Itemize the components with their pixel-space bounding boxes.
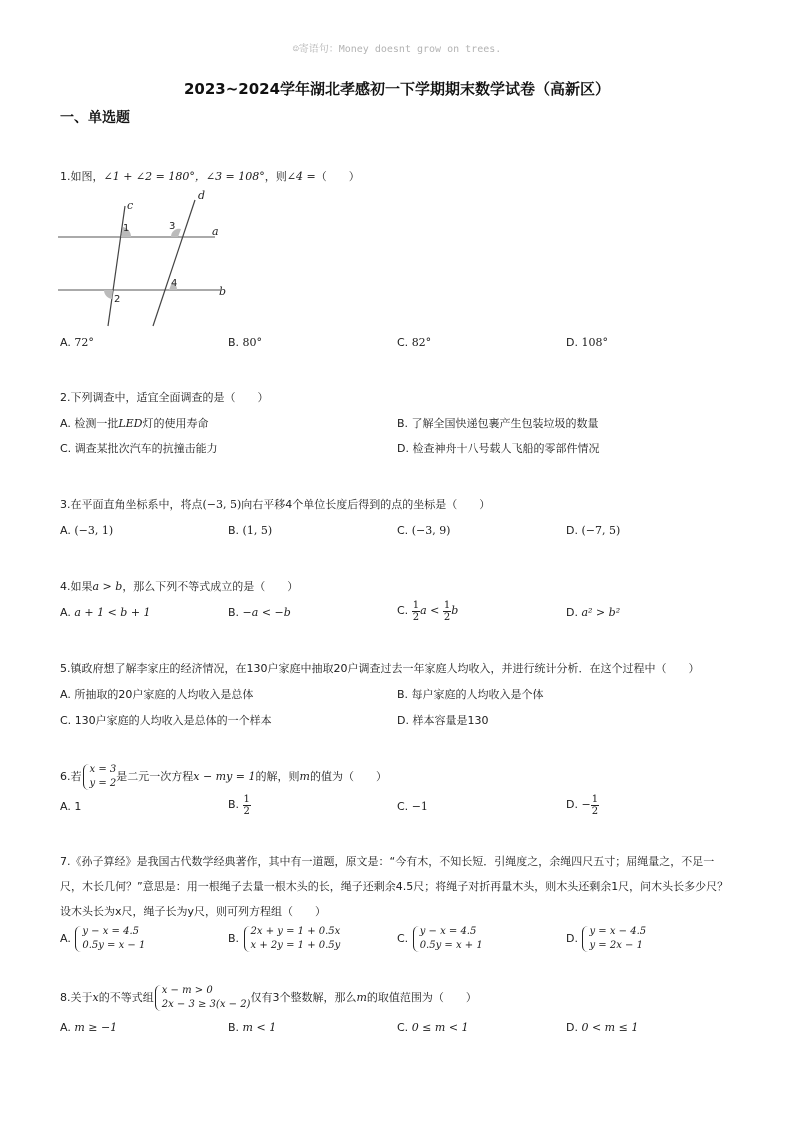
fraction-numerator: 1 bbox=[591, 793, 599, 805]
label-angle-3: 3 bbox=[169, 221, 176, 232]
option-letter: D. bbox=[566, 606, 578, 619]
q7-option-d[interactable] bbox=[566, 924, 646, 954]
option-value: −1 bbox=[411, 800, 428, 813]
q1-option-b[interactable] bbox=[228, 335, 262, 351]
q8-option-c[interactable] bbox=[397, 1020, 469, 1036]
equation-system bbox=[82, 763, 117, 791]
option-value: 82° bbox=[411, 336, 432, 349]
q3-stem-math: (−3, 5) bbox=[202, 498, 242, 511]
q3-stem-pre: 3.在平面直角坐标系中，将点 bbox=[60, 498, 203, 511]
option-value: 1 bbox=[74, 800, 82, 813]
option-letter: C. bbox=[397, 932, 409, 945]
option-letter: D. bbox=[566, 524, 578, 537]
q8-stem-mid2: 仅有3个整数解，那么 bbox=[250, 991, 357, 1004]
system-row: x + 2y = 1 + 0.5y bbox=[250, 940, 341, 951]
system-row: 0.5y = x − 1 bbox=[82, 940, 146, 951]
system-row: y − x = 4.5 bbox=[419, 926, 477, 937]
q6-option-c[interactable] bbox=[397, 799, 428, 815]
option-value: (−3, 1) bbox=[74, 524, 114, 537]
label-angle-4: 4 bbox=[171, 278, 178, 289]
option-letter: A. bbox=[60, 417, 71, 430]
q6-option-b[interactable] bbox=[228, 791, 251, 819]
q1-option-a[interactable] bbox=[60, 335, 94, 351]
option-text: 检测一批 bbox=[74, 417, 119, 430]
system-row: x = 3 bbox=[89, 764, 117, 775]
inequality-system bbox=[154, 984, 251, 1012]
fraction-denominator: 2 bbox=[591, 805, 599, 817]
system-row: y = x − 4.5 bbox=[589, 926, 647, 937]
fraction-numerator: 1 bbox=[443, 599, 451, 611]
question-2-stem: 2.下列调查中，适宜全面调查的是（ ） bbox=[60, 391, 269, 404]
option-text: 样本容量是130 bbox=[412, 714, 489, 727]
option-letter: A. bbox=[60, 606, 71, 619]
option-value: 72° bbox=[74, 336, 94, 349]
option-sign: − bbox=[581, 798, 591, 811]
q4-option-a[interactable] bbox=[60, 605, 151, 621]
q5-option-c[interactable] bbox=[60, 713, 272, 729]
label-angle-1: 1 bbox=[123, 223, 130, 234]
option-letter: D. bbox=[566, 1021, 578, 1034]
system-row: 2x + y = 1 + 0.5x bbox=[250, 926, 341, 937]
equation-system bbox=[581, 925, 646, 953]
q1-option-d[interactable] bbox=[566, 335, 608, 351]
option-letter: A. bbox=[60, 800, 71, 813]
parallel-lines-figure bbox=[55, 186, 225, 331]
option-text: 每户家庭的人均收入是个体 bbox=[411, 688, 544, 701]
question-8-stem bbox=[60, 983, 477, 1013]
q2-option-b[interactable] bbox=[397, 416, 599, 432]
option-letter: A. bbox=[60, 336, 71, 349]
line-d bbox=[153, 200, 195, 326]
q6-stem-math2: m bbox=[299, 770, 310, 783]
q5-option-a[interactable] bbox=[60, 687, 253, 703]
option-text: 灯的使用寿命 bbox=[142, 417, 209, 430]
q3-option-a[interactable] bbox=[60, 523, 113, 539]
q1-stem-math2: ∠4 = bbox=[286, 170, 316, 183]
option-value: a + 1 < b + 1 bbox=[74, 606, 151, 619]
question-6-stem bbox=[60, 762, 387, 792]
q5-option-d[interactable] bbox=[397, 713, 488, 729]
option-value: 0 ≤ m < 1 bbox=[411, 1021, 469, 1034]
q2-option-c[interactable] bbox=[60, 441, 218, 457]
option-value: 80° bbox=[242, 336, 263, 349]
option-value: m < 1 bbox=[242, 1021, 277, 1034]
q4-stem-pre: 4.如果 bbox=[60, 580, 93, 593]
q6-option-a[interactable] bbox=[60, 799, 81, 815]
q7-option-a[interactable] bbox=[60, 924, 145, 954]
option-letter: D. bbox=[566, 336, 578, 349]
fraction bbox=[443, 600, 451, 623]
fraction bbox=[412, 600, 420, 623]
fraction-denominator: 2 bbox=[443, 611, 451, 623]
option-value: a² > b² bbox=[581, 606, 621, 619]
equation-system bbox=[74, 925, 145, 953]
q4-option-b[interactable] bbox=[228, 605, 291, 621]
option-letter: C. bbox=[397, 604, 409, 617]
option-text: 检查神舟十八号载人飞船的零部件情况 bbox=[412, 442, 600, 455]
option-letter: B. bbox=[228, 606, 240, 619]
option-letter: B. bbox=[228, 798, 240, 811]
question-1-stem bbox=[60, 169, 360, 185]
option-value: 108° bbox=[581, 336, 608, 349]
question-7-line-1: 7.《孙子算经》是我国古代数学经典著作，其中有一道题，原文是：“今有木，不知长短．引绳度之，余绳四尺五寸；屈绳量之，不足一 bbox=[60, 855, 715, 868]
label-a: a bbox=[212, 225, 219, 238]
q3-stem-post: 向右平移4个单位长度后得到的点的坐标是（ ） bbox=[241, 498, 491, 511]
option-letter: D. bbox=[566, 798, 578, 811]
q8-stem-pre: 8.关于 bbox=[60, 991, 93, 1004]
option-letter: C. bbox=[60, 442, 72, 455]
motto-line: ☺寄语句：Money doesnt grow on trees. bbox=[292, 44, 502, 55]
system-row: x − m > 0 bbox=[161, 985, 213, 996]
system-row: 0.5y = x + 1 bbox=[419, 940, 483, 951]
label-d: d bbox=[198, 189, 206, 202]
q6-option-d[interactable] bbox=[566, 791, 599, 819]
question-5-stem: 5.镇政府想了解李家庄的经济情况，在130户家庭中抽取20户调查过去一年家庭人均收入，并进行统计分析．在这个过程中（ ） bbox=[60, 662, 700, 675]
option-letter: A. bbox=[60, 932, 71, 945]
q8-stem-mid: 的不等式组 bbox=[98, 991, 154, 1004]
option-value: (−3, 9) bbox=[411, 524, 451, 537]
option-letter: B. bbox=[397, 688, 409, 701]
q3-option-b[interactable] bbox=[228, 523, 272, 539]
q8-option-d[interactable] bbox=[566, 1020, 638, 1036]
q8-stem-var2: m bbox=[356, 991, 367, 1004]
q1-stem-post: （ ） bbox=[315, 170, 360, 183]
fraction-numerator: 1 bbox=[412, 599, 420, 611]
option-text: 了解全国快递包裹产生包装垃圾的数量 bbox=[411, 417, 599, 430]
option-text: 调查某批次汽车的抗撞击能力 bbox=[74, 442, 218, 455]
option-value: m ≥ −1 bbox=[74, 1021, 118, 1034]
fraction-denominator: 2 bbox=[243, 805, 250, 817]
fraction bbox=[591, 794, 599, 817]
option-letter: B. bbox=[228, 1021, 240, 1034]
q2-option-a[interactable] bbox=[60, 416, 208, 432]
q6-stem-mid: 是二元一次方程 bbox=[116, 770, 194, 783]
fraction bbox=[243, 794, 251, 817]
option-letter: B. bbox=[228, 336, 240, 349]
system-row: y − x = 4.5 bbox=[82, 926, 139, 937]
system-row: y = 2x − 1 bbox=[589, 940, 643, 951]
q3-option-d[interactable] bbox=[566, 523, 620, 539]
option-letter: A. bbox=[60, 524, 71, 537]
angle-2-mark bbox=[104, 290, 113, 299]
q1-stem-pre: 1.如图， bbox=[60, 170, 104, 183]
q8-option-a[interactable] bbox=[60, 1020, 117, 1036]
label-angle-2: 2 bbox=[114, 294, 121, 305]
q4-stem-post: ，那么下列不等式成立的是（ ） bbox=[122, 580, 299, 593]
q2-option-d[interactable] bbox=[397, 441, 599, 457]
option-math: a < bbox=[420, 604, 440, 617]
system-row: y = 2 bbox=[89, 778, 117, 789]
option-text: 130户家庭的人均收入是总体的一个样本 bbox=[74, 714, 272, 727]
option-value: (−7, 5) bbox=[581, 524, 621, 537]
option-letter: B. bbox=[228, 524, 240, 537]
equation-system bbox=[412, 925, 483, 953]
q5-option-b[interactable] bbox=[397, 687, 544, 703]
q1-stem-math: ∠1 + ∠2 = 180°，∠3 = 108° bbox=[103, 170, 265, 183]
option-letter: A. bbox=[60, 1021, 71, 1034]
option-math: b bbox=[451, 604, 459, 617]
option-letter: D. bbox=[397, 714, 409, 727]
option-letter: B. bbox=[228, 932, 240, 945]
q4-option-c[interactable] bbox=[397, 597, 458, 625]
option-letter: D. bbox=[566, 932, 578, 945]
option-letter: B. bbox=[397, 417, 409, 430]
option-letter: C. bbox=[60, 714, 72, 727]
question-4-stem bbox=[60, 579, 298, 595]
q8-option-b[interactable] bbox=[228, 1020, 276, 1036]
fraction-denominator: 2 bbox=[412, 611, 420, 623]
q8-stem-post: 的取值范围为（ ） bbox=[366, 991, 477, 1004]
option-letter: C. bbox=[397, 800, 409, 813]
option-letter: C. bbox=[397, 336, 409, 349]
option-value: 0 < m ≤ 1 bbox=[581, 1021, 639, 1034]
q6-stem-post: 的值为（ ） bbox=[309, 770, 387, 783]
option-letter: C. bbox=[397, 524, 409, 537]
system-row: 2x − 3 ≥ 3(x − 2) bbox=[161, 999, 251, 1010]
option-letter: C. bbox=[397, 1021, 409, 1034]
label-c: c bbox=[127, 199, 134, 212]
q1-option-c[interactable] bbox=[397, 335, 431, 351]
q7-option-b[interactable] bbox=[228, 924, 340, 954]
q4-stem-math: a > b bbox=[92, 580, 123, 593]
option-letter: D. bbox=[397, 442, 409, 455]
option-text: 所抽取的20户家庭的人均收入是总体 bbox=[74, 688, 254, 701]
q6-stem-pre: 6.若 bbox=[60, 770, 82, 783]
q6-stem-math: x − my = 1 bbox=[193, 770, 256, 783]
option-letter: A. bbox=[60, 688, 71, 701]
q8-stem-var: x bbox=[92, 991, 99, 1004]
section-heading: 一、单选题 bbox=[60, 110, 130, 126]
question-3-stem bbox=[60, 497, 490, 513]
q6-stem-mid2: 的解，则 bbox=[255, 770, 300, 783]
q4-option-d[interactable] bbox=[566, 605, 620, 621]
q3-option-c[interactable] bbox=[397, 523, 450, 539]
option-math: LED bbox=[118, 417, 143, 430]
question-7-line-3: 设木头长为x尺，绳子长为y尺，则可列方程组（ ） bbox=[60, 905, 327, 918]
equation-system bbox=[243, 925, 341, 953]
page-title: 2023~2024学年湖北孝感初一下学期期末数学试卷（高新区） bbox=[183, 80, 611, 98]
q1-stem-mid: ，则 bbox=[264, 170, 287, 183]
question-7-line-2: 尺，木长几何？”意思是：用一根绳子去量一根木头的长，绳子还剩余4.5尺；将绳子对折再量木头，则木头还剩余1尺，问木头长多少尺？ bbox=[60, 880, 729, 893]
option-value: −a < −b bbox=[242, 606, 291, 619]
label-b: b bbox=[219, 285, 227, 298]
q7-option-c[interactable] bbox=[397, 924, 483, 954]
fraction-numerator: 1 bbox=[243, 793, 250, 805]
option-value: (1, 5) bbox=[242, 524, 273, 537]
